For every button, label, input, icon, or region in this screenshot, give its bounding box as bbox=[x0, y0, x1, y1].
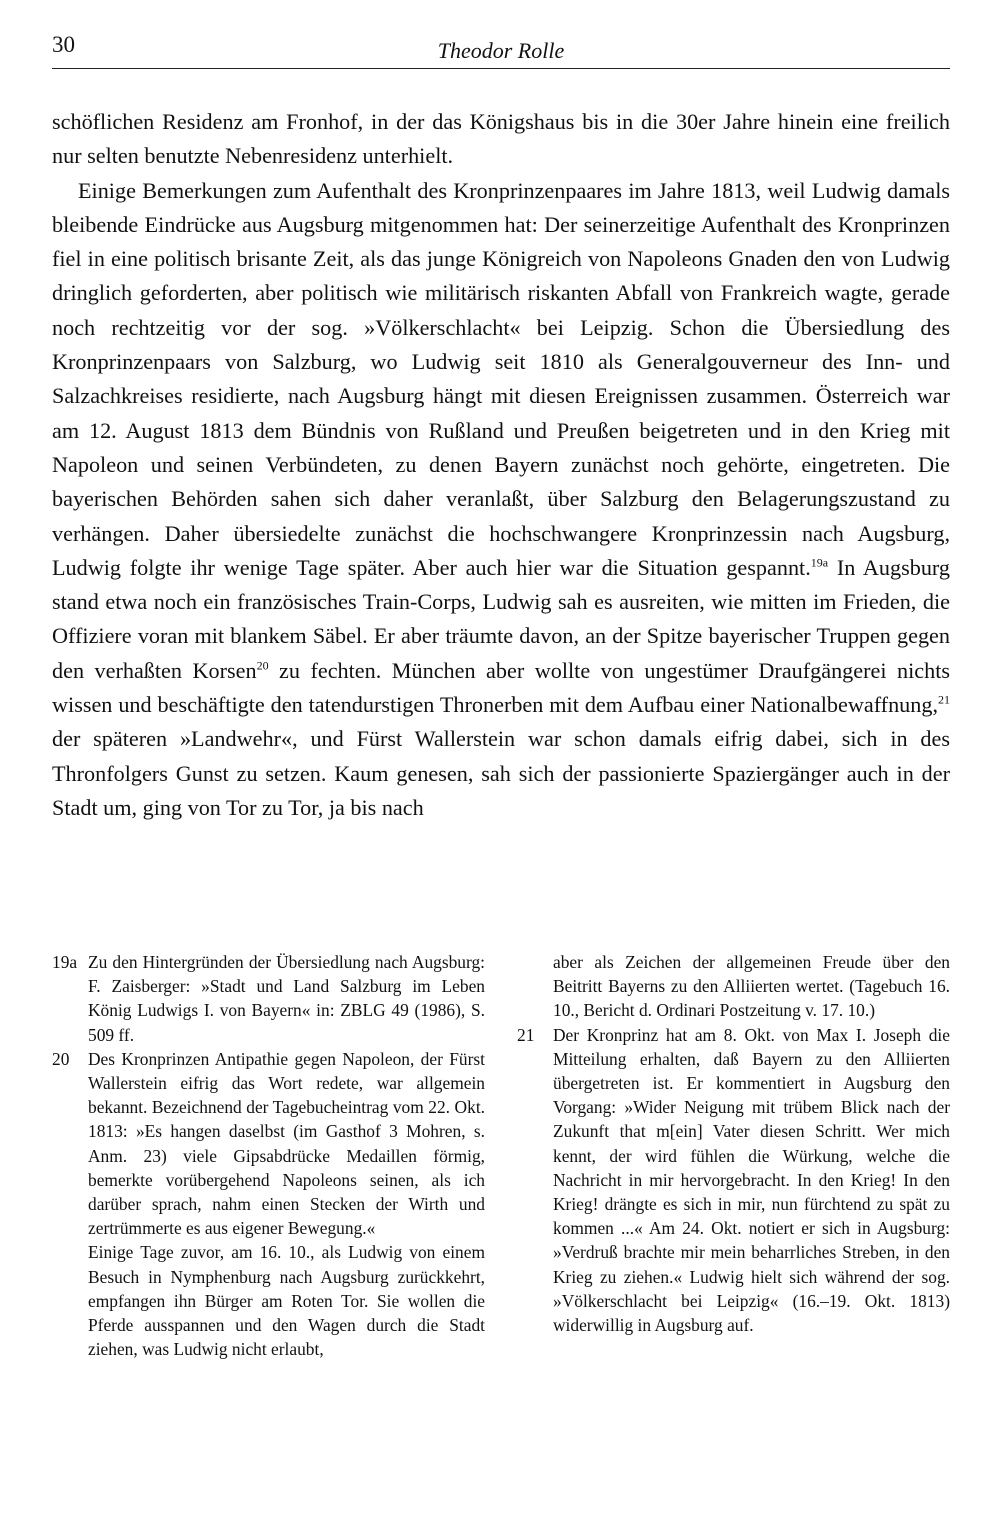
footnote-ref-20[interactable]: 20 bbox=[256, 658, 269, 673]
page-number: 30 bbox=[52, 32, 75, 57]
paragraph-2 bbox=[52, 174, 950, 826]
footnote-20-continuation: Einige Tage zuvor, am 16. 10., als Ludwig von einem Besuch in Nymphenburg nach Augsburg zurückkehrt, empfangen ihn Bürger am Roten Tor. Sie wollen die Pferde ausspannen und den Wagen durch die Stadt ziehen, was Ludwig nicht erlaubt, bbox=[88, 1242, 485, 1360]
footnote-text: Der Kronprinz hat am 8. Okt. von Max I. Joseph die Mitteilung erhalten, daß Bayern zu den Alliierten übergetreten ist. Er kommentiert in Augsburg den Vorgang: »Wider Neigung mit trübem Blick nach der Zukunft that m[ein] Vater diesen Schritt. Wer mich kennt, der wird fühlen die Würkung, welche die Nachricht in mir hervorgebracht. In den Krieg! In den Krieg! drängte es sich in mir, nun fürchtend zu spät zu kommen ...« Am 24. Okt. notiert er sich in Augsburg: »Verdruß brachte mir mein beharrliches Streben, in den Krieg zu ziehen.« Ludwig hielt sich während der sog. »Völkerschlacht bei Leipzig« (16.–19. Okt. 1813) widerwillig in Augsburg auf. bbox=[553, 1024, 950, 1336]
footnote-number: 21 bbox=[517, 1024, 535, 1045]
page-header bbox=[52, 32, 950, 69]
running-head: Theodor Rolle bbox=[437, 38, 565, 63]
footnote-ref-19a[interactable]: 19a bbox=[810, 555, 829, 570]
footnote-19a bbox=[52, 950, 485, 1047]
paragraph-2-part-d: der späteren »Landwehr«, und Fürst Wallerstein war schon damals eifrig dabei, sich in des Thronfolgers Gunst zu setzen. Kaum genesen, sah sich der passionierte Spaziergänger auch in der Stadt um, ging von Tor zu Tor, ja bis nach bbox=[52, 726, 950, 820]
footnote-number: 20 bbox=[52, 1048, 70, 1069]
footnote-number: 19a bbox=[52, 952, 78, 972]
book-page bbox=[52, 32, 951, 1360]
footnote-ref-21[interactable]: 21 bbox=[938, 692, 950, 707]
paragraph-2-part-c: zu fechten. München aber wollte von ungestümer Draufgängerei nichts wissen und beschäftigte den tatendurstigen Thronerben mit dem Aufbau einer Nationalbewaffnung, bbox=[52, 657, 951, 718]
footnote-20-continuation-right: aber als Zeichen der allgemeinen Freude über den Beitritt Bayerns zu den Alliierten wertet. (Tagebuch 16. 10., Bericht d. Ordinari Postzeitung v. 17. 10.) bbox=[553, 952, 950, 1021]
footnotes bbox=[52, 950, 950, 1361]
paragraph-2-part-a: Einige Bemerkungen zum Aufenthalt des Kronprinzenpaares im Jahre 1813, weil Ludwig damals bleibende Eindrücke aus Augsburg mitgenommen hat: Der seinerzeitige Aufenthalt des Kronprinzen fiel in eine politisch brisante Zeit, als das junge Königreich von Napoleons Gnaden den von Ludwig dringlich geforderten, aber politisch wie militärisch riskanten Abfall von Frankreich wagte, gerade noch rechtzeitig vor der sog. »Völkerschlacht« bei Leipzig. Schon die Übersiedlung des Kronprinzenpaars von Salzburg, wo Ludwig seit 1810 als Generalgouverneur des Inn- und Salzachkreises residierte, nach Augsburg hängt mit diesen Ereignissen zusammen. Österreich war am 12. August 1813 dem Bündnis von Rußland und Preußen beigetreten und in den Krieg mit Napoleon und seinen Verbündeten, zu denen Bayern zunächst noch gehörte, eingetreten. Die bayerischen Behörden sahen sich daher veranlaßt, über Salzburg den Belagerungszustand zu verhängen. Daher übersiedelte zunächst die hochschwangere Kronprinzessin nach Augsburg, Ludwig folgte ihr wenige Tage später. Aber auch hier war die Situation gespannt. bbox=[52, 177, 950, 580]
main-text bbox=[52, 105, 950, 825]
footnote-20 bbox=[52, 1047, 485, 1241]
paragraph-2-part-b: In Augsburg stand etwa noch ein französisches Train-Corps, Ludwig sah es ausreiten, wie mitten im Frieden, die Offiziere voran mit blankem Säbel. Er aber träumte davon, an der Spitze bayerischer Truppen gegen den verhaßten Korsen bbox=[52, 554, 950, 683]
footnote-text: Zu den Hintergründen der Übersiedlung nach Augsburg: F. Zaisberger: »Stadt und Land Salzburg im Leben König Ludwigs I. von Bayern« in: ZBLG 49 (1986), S. 509 ff. bbox=[88, 952, 485, 1045]
footnote-21 bbox=[517, 1023, 950, 1338]
footnote-text: Des Kronprinzen Antipathie gegen Napoleon, der Fürst Wallerstein eifrig das Wort redete, war allgemein bekannt. Bezeichnend der Tagebucheintrag vom 22. Okt. 1813: »Es hangen daselbst (im Gasthof 3 Mohren, s. Anm. 23) viele Gipsabdrücke Medaillen förmig, bemerkte vorübergehend Napoleons seinen, als ich darüber sprach, nahm einen Stecken der Wirth und zertrümmerte es aus eigener Bewegung.« bbox=[88, 1048, 485, 1239]
footnotes-left-column bbox=[52, 950, 485, 1361]
paragraph-1: schöflichen Residenz am Fronhof, in der das Königshaus bis in die 30er Jahre hinein eine freilich nur selten benutzte Nebenresidenz unterhielt. bbox=[52, 109, 950, 169]
footnotes-right-column bbox=[517, 950, 950, 1361]
